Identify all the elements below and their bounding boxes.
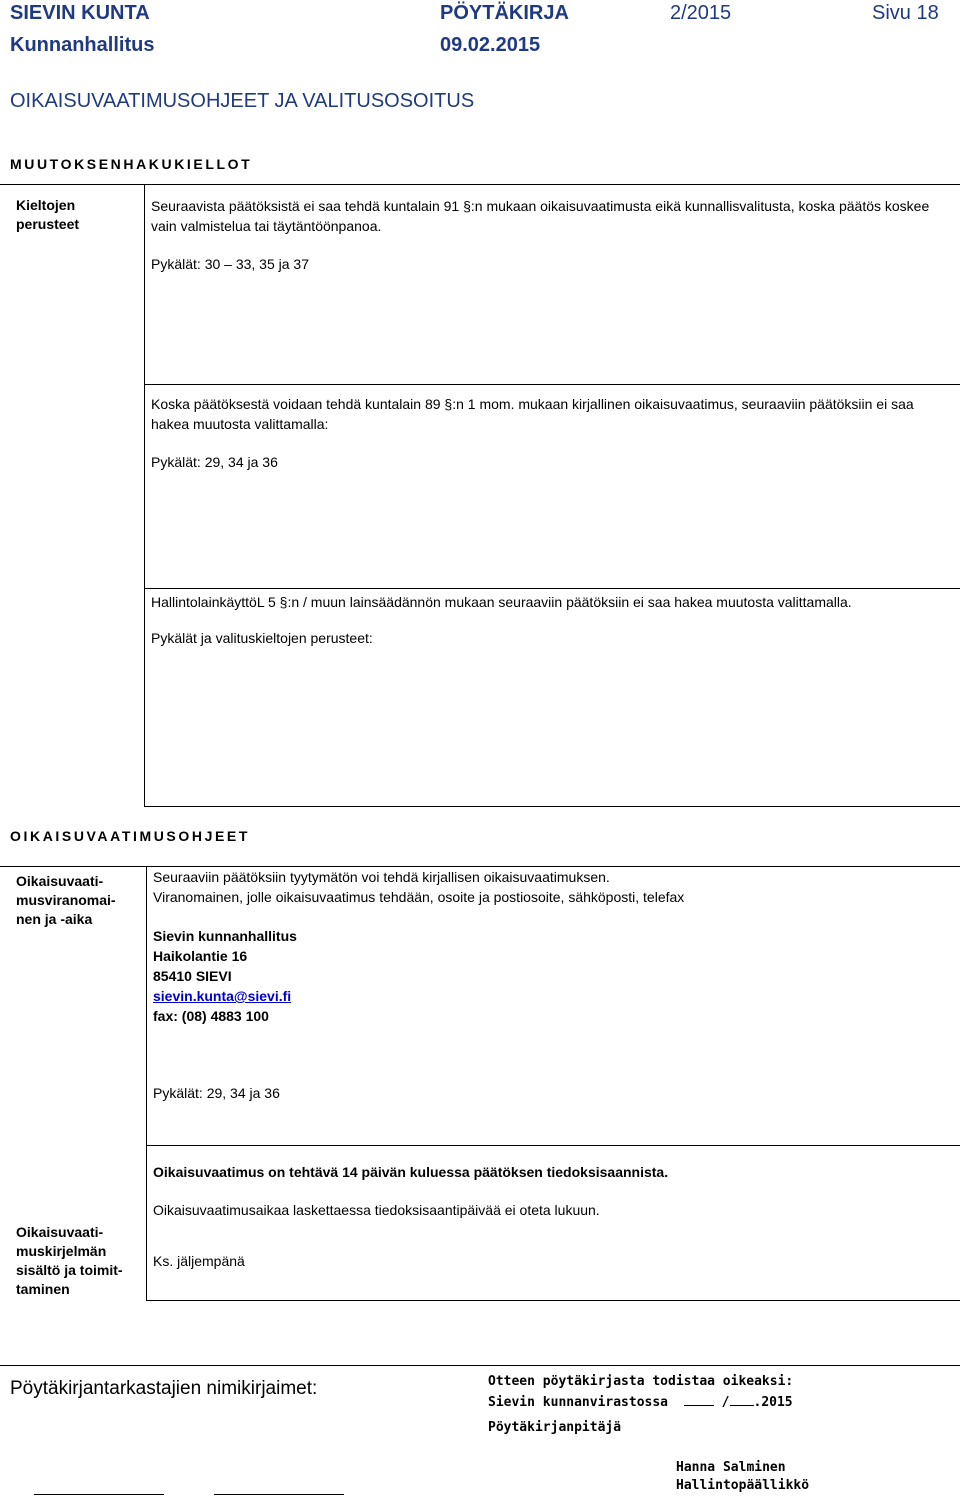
text-line: Koska päätöksestä voidaan tehdä kuntalain 89 §:n 1 mom. mukaan kirjallinen oikaisuvaatimus, seuraaviin päätöksiin ei saa: [151, 396, 914, 412]
certify-place: Sievin kunnanvirastossa: [488, 1395, 669, 1410]
text-line: Seuraaviin päätöksiin tyytymätön voi tehdä kirjallisen oikaisuvaatimuksen.: [153, 869, 610, 885]
footer-divider: [0, 1365, 960, 1366]
divider: [146, 1300, 960, 1301]
side-label-line: Oikaisuvaati-: [16, 873, 104, 889]
side-label-line: Oikaisuvaati-: [16, 1224, 104, 1240]
restrictions-para2-sections: Pykälät: 29, 34 ja 36: [151, 454, 278, 470]
instructions-intro: [153, 867, 684, 907]
text-line: Viranomainen, jolle oikaisuvaatimus tehdään, osoite ja postiosoite, sähköposti, telefax: [153, 889, 685, 905]
header-body: Kunnanhallitus: [10, 34, 155, 56]
side-label-line: Kieltojen: [16, 197, 76, 213]
signer-title: Hallintopäällikkö: [676, 1478, 810, 1493]
restrictions-para3-sections: Pykälät ja valituskieltojen perusteet:: [151, 630, 373, 646]
side-label-line: musviranomai-: [16, 892, 116, 908]
keeper-title: Pöytäkirjanpitäjä: [488, 1420, 622, 1435]
letter-side-label: [16, 1223, 134, 1299]
authority-address: [153, 926, 297, 1026]
divider: [144, 384, 960, 385]
restrictions-para1-sections: Pykälät: 30 – 33, 35 ja 37: [151, 256, 309, 272]
day-blank: [684, 1393, 714, 1406]
inspectors-label: Pöytäkirjantarkastajien nimikirjaimet:: [10, 1378, 318, 1399]
header-org: SIEVIN KUNTA: [10, 2, 150, 24]
deadline-note: Oikaisuvaatimusaikaa laskettaessa tiedoksisaantipäivää ei oteta lukuun.: [153, 1202, 600, 1218]
restrictions-para2: [151, 394, 914, 434]
initials-line: [34, 1494, 164, 1495]
header-doc-number: 2/2015: [670, 2, 732, 24]
restrictions-para3: HallintolainkäyttöL 5 §:n / muun lainsäädännön mukaan seuraaviin päätöksiin ei saa hakea muutosta valittamalla.: [151, 594, 852, 610]
certify-line2: [488, 1393, 793, 1410]
text-line: vain valmistelua tai täytäntöönpanoa.: [151, 218, 382, 234]
divider: [144, 806, 960, 807]
instructions-sections: Pykälät: 29, 34 ja 36: [153, 1085, 280, 1101]
header-date: 09.02.2015: [440, 34, 541, 56]
month-blank: [730, 1393, 754, 1406]
header-doc-type: PÖYTÄKIRJA: [440, 2, 569, 24]
see-below: Ks. jäljempänä: [153, 1253, 245, 1269]
authority-street: Haikolantie 16: [153, 948, 248, 964]
text-line: hakea muutosta valittamalla:: [151, 416, 329, 432]
deadline-text: Oikaisuvaatimus on tehtävä 14 päivän kuluessa päätöksen tiedoksisaannista.: [153, 1164, 669, 1180]
divider: [146, 1145, 960, 1146]
authority-fax: fax: (08) 4883 100: [153, 1008, 269, 1024]
signer-name: Hanna Salminen: [676, 1460, 786, 1475]
page-title: OIKAISUVAATIMUSOHJEET JA VALITUSOSOITUS: [10, 90, 475, 112]
header-page: Sivu 18: [872, 2, 939, 24]
authority-postal: 85410 SIEVI: [153, 968, 232, 984]
side-label-line: taminen: [16, 1281, 70, 1297]
side-label-line: sisältö ja toimit-: [16, 1262, 123, 1278]
year-suffix: .2015: [753, 1395, 793, 1410]
divider: [144, 184, 145, 806]
text-line: Seuraavista päätöksistä ei saa tehdä kuntalain 91 §:n mukaan oikaisuvaatimusta eikä kunnallisvalitusta, koska päätös koskee: [151, 198, 930, 214]
divider: [146, 866, 147, 1300]
certify-line1: Otteen pöytäkirjasta todistaa oikeaksi:: [488, 1374, 794, 1389]
side-label-line: perusteet: [16, 216, 80, 232]
restrictions-side-label: [16, 196, 134, 234]
restrictions-para1: [151, 196, 929, 236]
date-separator: /: [721, 1395, 730, 1410]
restrictions-heading: MUUTOKSENHAKUKIELLOT: [10, 156, 253, 172]
divider: [144, 588, 960, 589]
authority-side-label: [16, 872, 134, 929]
initials-line: [214, 1494, 344, 1495]
email-link[interactable]: sievin.kunta@sievi.fi: [153, 988, 292, 1004]
side-label-line: muskirjelmän: [16, 1243, 107, 1259]
side-label-line: nen ja -aika: [16, 911, 93, 927]
authority-name: Sievin kunnanhallitus: [153, 928, 297, 944]
instructions-heading: OIKAISUVAATIMUSOHJEET: [10, 828, 250, 844]
